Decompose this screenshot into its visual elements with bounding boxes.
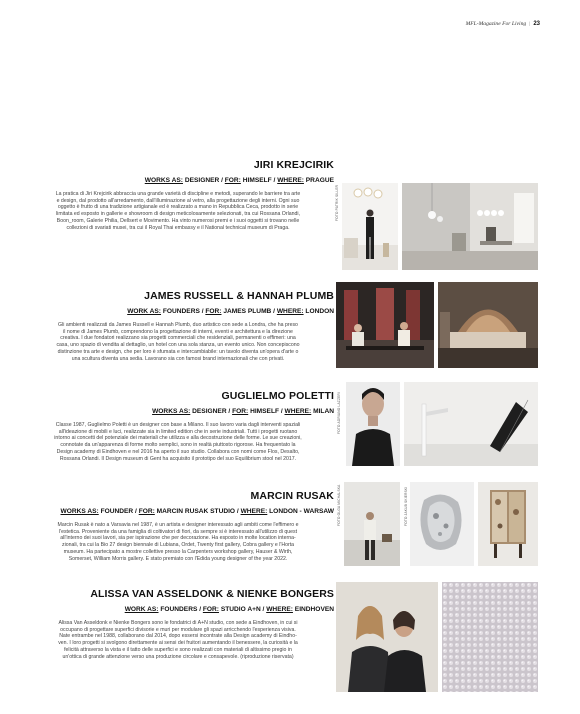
page-number: 23 xyxy=(533,21,540,27)
where-value: MILAN xyxy=(313,408,334,415)
works-as-label: WORKS AS: xyxy=(60,508,99,515)
where-value: PRAGUE xyxy=(305,177,334,184)
for-label: FOR: xyxy=(224,177,241,184)
body-line: intorno ai concetti del potenziale dei materiali che utilizza e alla decostruzione delle forme. Le sue creazioni, xyxy=(54,435,302,442)
photo-credit: FOTO OLGA MICHALSKA xyxy=(337,484,341,526)
where-value: EINDHOVEN xyxy=(294,606,334,613)
works-as-value: DESIGNER xyxy=(184,177,220,184)
where-value: LONDON xyxy=(305,308,334,315)
body-line: La pratica di Jiri Krejcirik abbraccia una grande varietà di discipline e metodi, superando le barriere tra arte xyxy=(55,191,301,197)
profile-text xyxy=(22,159,334,231)
photo-credit: FOTO JAKUB SKIERSKI xyxy=(404,486,408,526)
portrait-photo xyxy=(336,282,434,368)
profile-name: GUGLIELMO POLETTI xyxy=(221,390,334,402)
body-line: Somerset, William Morris gallery. È stato premiato con l'Edida young designer of the year 2022. xyxy=(68,555,288,562)
body-line: oggetto è frutto di una tradizione artigianale ed è realizzato a mano in Repubblica Ceca, prodotto in serie xyxy=(57,204,299,211)
body-line: all'ideazione di mobili e luci, realizzate sia in limited edition che in serie industriali. Tutti i progetti ruotano xyxy=(58,428,298,435)
profile-james-plumb xyxy=(0,282,580,378)
body-line: l'estetica. Proveniente da una famiglia di coltivatori di fiori, da sempre si è interessato all'utilizzo di quest xyxy=(58,528,298,535)
for-label: FOR: xyxy=(232,408,249,415)
works-as-value: FOUNDERS xyxy=(160,606,198,613)
for-label: FOR: xyxy=(205,308,222,315)
profile-meta: WORKS AS: DESIGNER / FOR: HIMSELF / WHERE: MILAN xyxy=(152,408,334,415)
body-line: e design, dal prodotto all'arredamento, dall'illuminazione al vetro, alla progettazione degli interni. Ogni suo xyxy=(56,197,300,204)
profile-name: JIRI KREJCIRIK xyxy=(253,159,334,171)
for-value: JAMES PLUMB xyxy=(223,308,272,315)
body-line: il nome di James Plumb, comprendono la progettazione di interni, eventi e architettura e la direzione xyxy=(63,328,293,335)
profile-name: ALISSA VAN ASSELDONK & NIENKE BONGERS xyxy=(90,588,334,600)
works-as-label: WORKS AS: xyxy=(144,177,183,184)
body-line: Rossana Orlandi. Il Design museum di Gent ha acquisito il prototipo del suo Equilibrium stool nel 2017. xyxy=(59,455,297,462)
where-label: WHERE: xyxy=(277,177,304,184)
profile-text xyxy=(22,588,334,660)
for-value: MARCIN RUSAK STUDIO xyxy=(156,508,236,515)
body-line: connotate da un'apparenza di forme molto semplici, sono in realtà piuttosto rigorose. Ha frequentato la xyxy=(60,442,296,449)
portrait-photo xyxy=(344,482,400,566)
profile-studio-a-n xyxy=(0,580,580,700)
profile-body xyxy=(22,422,334,462)
profile-meta: WORK AS: FOUNDERS / FOR: JAMES PLUMB / WHERE: LONDON xyxy=(127,308,334,315)
body-line: Gli ambienti realizzati da James Russell e Hannah Plumb, duo artistico con sede a Londra, che ha preso xyxy=(58,322,298,328)
for-value: HIMSELF xyxy=(250,408,280,415)
profile-meta: WORK AS: FOUNDERS / FOR: STUDIO A+N / WHERE: EINDHOVEN xyxy=(124,606,334,613)
body-line: Nate entrambe nel 1988, collaborano dal 2014, dopo essersi incontrate alla Design academy di Eindho- xyxy=(59,633,297,640)
body-line: creativa. I due fondatori realizzano sia progetti commerciali che residenziali, permanenti o effimeri: una xyxy=(60,335,296,342)
body-line: occupano di progettare superfici divisorie e muri per modulare gli spazi arricchendo l'esperienza visiva. xyxy=(60,626,296,633)
profile-text xyxy=(22,290,334,362)
profile-meta: WORKS AS: DESIGNER / FOR: HIMSELF / WHERE: PRAGUE xyxy=(144,177,334,184)
body-line: collezioni di svariati musei, tra cui il Royal Thai embassy e il National technical museum di Praga. xyxy=(66,224,290,231)
for-label: FOR: xyxy=(202,606,219,613)
portrait-photo xyxy=(346,382,400,466)
profile-body xyxy=(22,522,334,562)
object-photo xyxy=(410,482,474,566)
body-line: Marcin Rusak è nato a Varsavia nel 1987, è un artista e designer interessato agli ambiti come l'effimero e xyxy=(57,522,299,528)
portrait-photo xyxy=(336,582,438,692)
body-line: Design academy di Eindhoven e nel 2016 ha aperto il suo studio. Collabora con nomi come Flos, Desalto, xyxy=(56,448,300,455)
cabinet-photo xyxy=(478,482,538,566)
works-as-label: WORK AS: xyxy=(124,606,159,613)
body-line: casa, uno spazio di vendita al dettaglio, un hotel con una sola stanza, un evento unico. Non concepiscono xyxy=(56,342,300,349)
profile-text xyxy=(22,390,334,462)
for-value: HIMSELF xyxy=(242,177,272,184)
where-label: WHERE: xyxy=(284,408,312,415)
header-separator: | xyxy=(529,21,531,27)
body-line: Alissa Van Asseldonk e Nienke Bongers sono le fondatrici di A+N studio, con sede a Eindhoven, in cui si xyxy=(58,620,298,626)
profile-body xyxy=(22,191,334,231)
photo-credit: FOTO ADRIANO LAZZERI xyxy=(337,391,341,434)
works-as-label: WORKS AS: xyxy=(152,408,191,415)
profile-name: MARCIN RUSAK xyxy=(250,490,334,502)
body-line: limitata ed esposto in gallerie e showroom di design meticolosamente selezionati, tra cui Rossana Orlandi, xyxy=(56,211,300,218)
where-value: LONDON - WARSAW xyxy=(269,508,334,515)
body-line: all'interno dei suoi lavori, sia per ispirazione che per decorazione. Ha esposto in molte location interna- xyxy=(60,535,296,542)
where-label: WHERE: xyxy=(276,308,304,315)
body-line: felicità attraverso la vista e il tatto delle superfici e sono realizzati con materiali di altissimo pregio in xyxy=(64,646,292,653)
body-line: museum. Ha partecipato a mostre collettive presso la Carpenters workshop gallery, Hauser & Wirth, xyxy=(63,548,293,555)
works-as-label: WORK AS: xyxy=(127,308,162,315)
profile-marcin-rusak xyxy=(0,482,580,576)
body-line: Boon_room, Galerie Philia, Dellsert e Movimento. Ha vinto numerosi premi e i suoi oggetti si trovano nelle xyxy=(56,217,300,224)
portrait-photo xyxy=(342,183,398,270)
body-line: ven. I loro progetti si svolgono direttamente ai sensi dei fruitori aumentando il benessere, la curiosità e la xyxy=(58,640,298,647)
photo-credit: FOTO PATRIK SILLER xyxy=(335,184,339,221)
profile-guglielmo-poletti xyxy=(0,382,580,478)
body-line: un'ottica di grande attenzione verso una produzione circolare e consapevole. (riproduzione riservata) xyxy=(62,653,294,660)
profile-jiri-krejcirik xyxy=(0,155,580,275)
profile-text xyxy=(22,490,334,562)
works-as-value: FOUNDERS xyxy=(162,308,200,315)
profile-body xyxy=(22,620,334,660)
interior-photo xyxy=(438,282,538,368)
running-header xyxy=(466,21,540,27)
magazine-name: MFL-Magazine For Living xyxy=(465,21,527,27)
body-line: zionali, tra cui la Bio 27 design biennale di Lubiana, Ordet, Twenty first gallery, Cobra gallery e l'Horta xyxy=(61,542,295,549)
works-as-value: DESIGNER xyxy=(192,408,227,415)
profile-name: JAMES RUSSELL & HANNAH PLUMB xyxy=(144,290,334,302)
where-label: WHERE: xyxy=(266,606,293,613)
works-as-value: FOUNDER xyxy=(100,508,134,515)
where-label: WHERE: xyxy=(240,508,268,515)
for-value: STUDIO A+N xyxy=(220,606,261,613)
for-label: FOR: xyxy=(138,508,155,515)
interior-photo xyxy=(402,183,538,270)
surface-photo xyxy=(442,582,538,692)
profile-meta: WORKS AS: FOUNDER / FOR: MARCIN RUSAK STUDIO / WHERE: LONDON - WARSAW xyxy=(60,508,334,515)
body-line: una scultura diventa una sedia. Lavorano sia con famosi brand internazionali che con privati. xyxy=(71,355,285,362)
profile-body xyxy=(22,322,334,362)
body-line: Classe 1987, Guglielmo Poletti è un designer con base a Milano. Il suo lavoro varia dagli interventi spaziali xyxy=(55,422,301,428)
body-line: distinzione tra arte e design, che per loro è sfumata e intercambiabile: un tavolo diventa un'opera d'arte o xyxy=(57,348,299,355)
object-photo xyxy=(404,382,538,466)
